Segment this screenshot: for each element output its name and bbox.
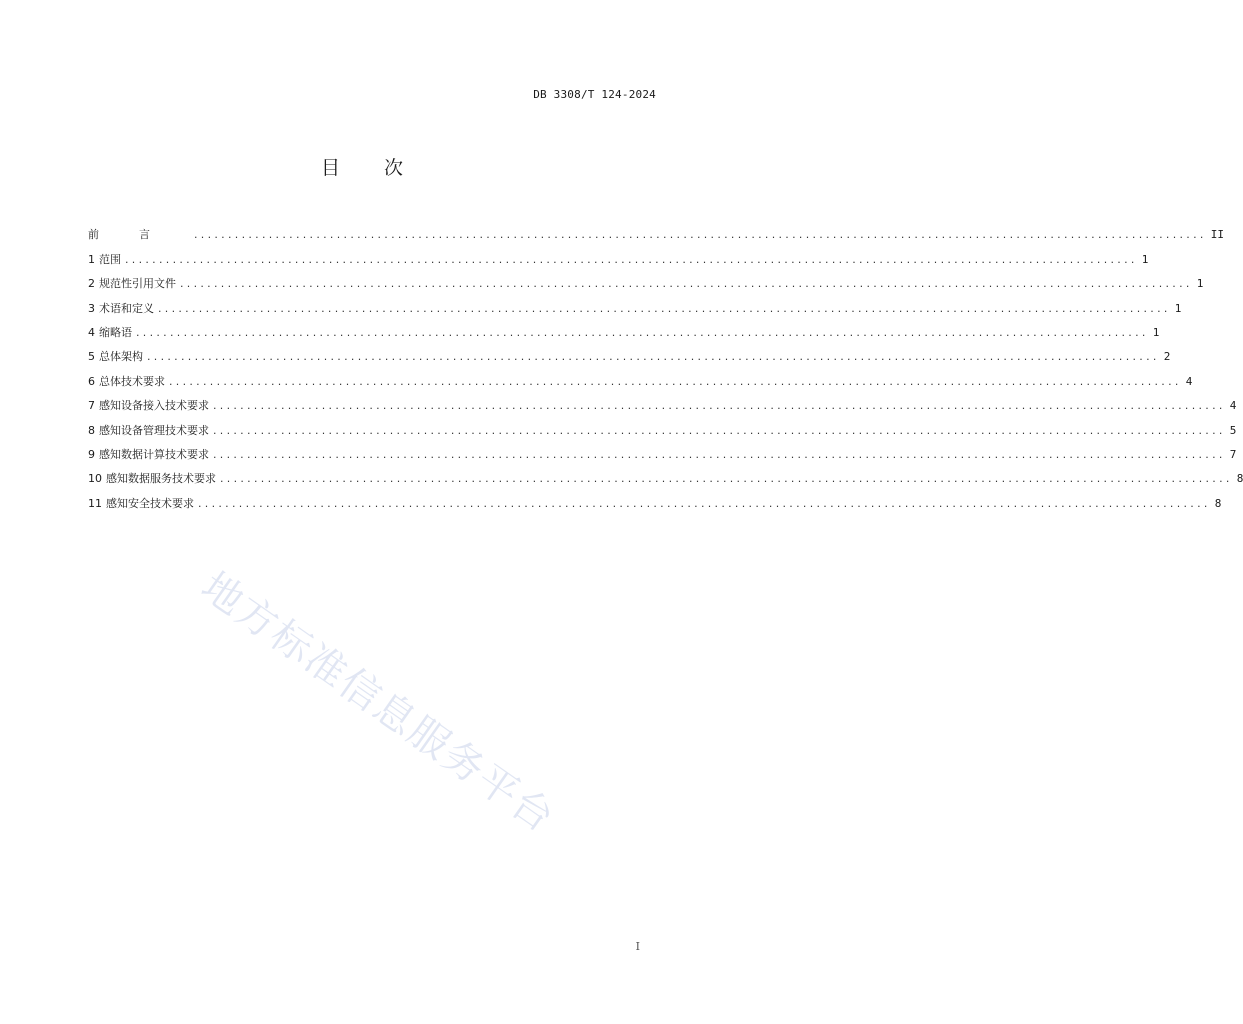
toc-entry-page: 1 [1174, 301, 1182, 315]
toc-entry[interactable] [88, 242, 1149, 266]
toc-entry-page: 4 [1229, 399, 1237, 413]
toc-entry[interactable] [88, 316, 1160, 340]
toc-entry-number: 9 [88, 447, 95, 461]
toc-entry[interactable] [88, 364, 1193, 388]
toc-entry-page: 4 [1185, 374, 1193, 388]
toc-entry-label: 缩略语 [99, 325, 132, 339]
toc-entry-label: 感知安全技术要求 [106, 496, 194, 510]
toc-entry-page: 2 [1163, 350, 1171, 364]
toc-leader-dots: ..................................................................................................................................................... [220, 472, 1233, 486]
toc-entry-number: 4 [88, 325, 95, 339]
toc-entry-label: 范围 [99, 252, 121, 266]
toc-entry[interactable] [88, 267, 1204, 291]
toc-leader-dots: ..................................................................................................................................................... [213, 399, 1226, 413]
title-char-1: 目 [320, 157, 340, 179]
toc-entry-label: 总体架构 [99, 350, 143, 364]
toc-entry-foreword[interactable] [88, 218, 1224, 242]
table-of-contents [88, 218, 1243, 511]
toc-entry-page: 1 [1141, 252, 1149, 266]
toc-entry-number: 10 [88, 472, 102, 486]
toc-entry-page: 8 [1214, 496, 1222, 510]
toc-leader-dots: ..................................................................................................................................................... [169, 374, 1182, 388]
toc-entry-number: 6 [88, 374, 95, 388]
toc-entry[interactable] [88, 462, 1243, 486]
toc-entry[interactable] [88, 389, 1237, 413]
toc-entry[interactable] [88, 486, 1222, 510]
toc-entry-page: 1 [1152, 325, 1160, 339]
toc-entry-label: 感知设备接入技术要求 [99, 399, 209, 413]
toc-entry-label: 感知数据计算技术要求 [99, 447, 209, 461]
document-code: DB 3308/T 124-2024 [533, 88, 656, 101]
toc-entry-label: 感知设备管理技术要求 [99, 423, 209, 437]
toc-entry[interactable] [88, 340, 1171, 364]
toc-entry-page: 7 [1229, 447, 1237, 461]
toc-entry-label: 感知数据服务技术要求 [106, 472, 216, 486]
toc-entry-page: 1 [1196, 277, 1204, 291]
toc-leader-dots: ..................................................................................................................................................... [213, 447, 1226, 461]
toc-entry-page: 8 [1236, 472, 1243, 486]
toc-entry-number: 11 [88, 496, 102, 510]
toc-entry-label: 总体技术要求 [99, 374, 165, 388]
toc-entry-number: 7 [88, 399, 95, 413]
toc-leader-dots: ..................................................................................................................................................... [158, 301, 1171, 315]
toc-leader-dots: ..................................................................................................................................................... [198, 496, 1211, 510]
toc-leader-dots: ..................................................................................................................................................... [136, 325, 1149, 339]
toc-leader-dots: ..................................................................................................................................................... [194, 228, 1207, 242]
toc-entry-label: 规范性引用文件 [99, 277, 176, 291]
page-number: I [635, 940, 640, 953]
toc-entry[interactable] [88, 413, 1237, 437]
toc-leader-dots: ..................................................................................................................................................... [213, 423, 1226, 437]
toc-entry-label: 术语和定义 [99, 301, 154, 315]
watermark: 地方标准信息服务平台 [192, 563, 564, 843]
toc-entry-number: 8 [88, 423, 95, 437]
toc-entry-page: 5 [1229, 423, 1237, 437]
toc-entry[interactable] [88, 438, 1237, 462]
toc-entry-number: 5 [88, 350, 95, 364]
toc-entry-number: 1 [88, 252, 95, 266]
toc-leader-dots: ..................................................................................................................................................... [147, 350, 1160, 364]
toc-entry[interactable] [88, 291, 1182, 315]
toc-entry-label: 前言 [88, 228, 190, 242]
title-char-2: 次 [384, 157, 404, 179]
page-title [0, 153, 724, 180]
toc-entry-number: 3 [88, 301, 95, 315]
toc-leader-dots: ..................................................................................................................................................... [125, 252, 1138, 266]
toc-entry-page: II [1210, 228, 1224, 242]
toc-leader-dots: ..................................................................................................................................................... [180, 277, 1193, 291]
toc-entry-number: 2 [88, 277, 95, 291]
